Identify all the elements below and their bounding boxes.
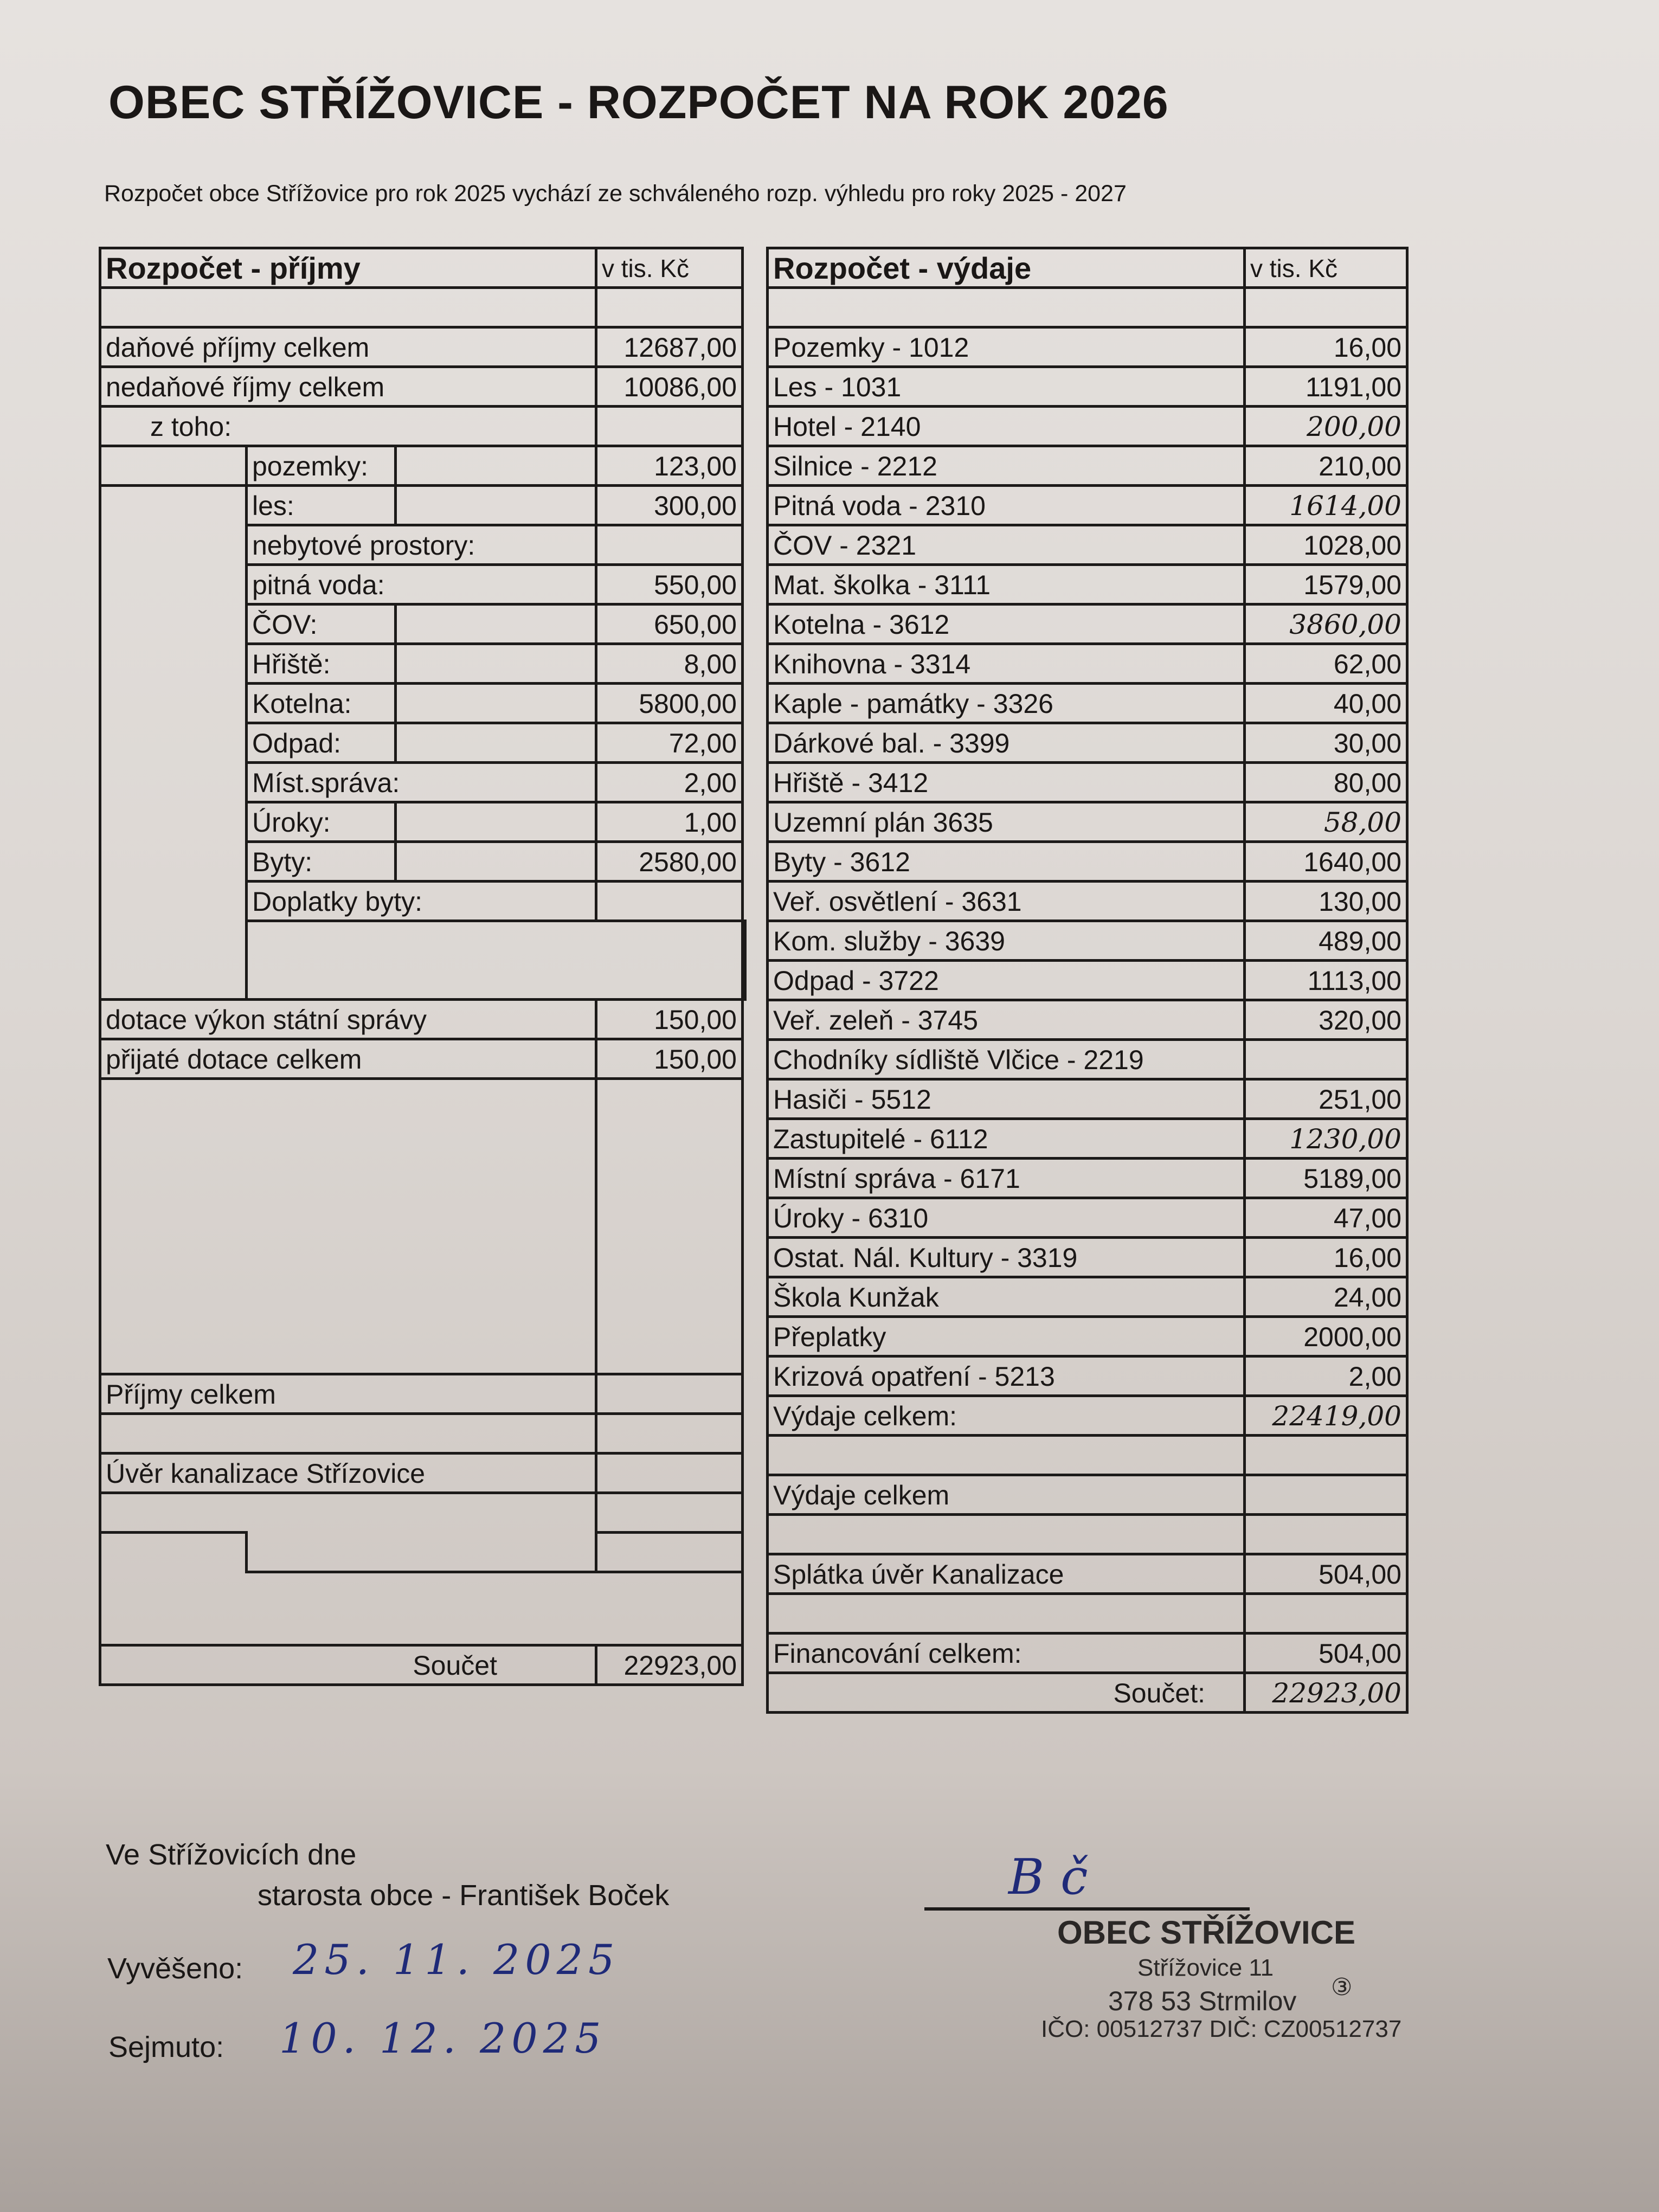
expense-item-label: Silnice - 2212 — [768, 446, 1245, 486]
table-row — [100, 446, 745, 486]
income-blank-block — [100, 1572, 745, 1645]
table-row — [100, 1374, 745, 1414]
expenses-unit: v tis. Kč — [1245, 248, 1407, 288]
expenses-total-value — [1245, 1475, 1407, 1515]
stamp-number: ③ — [1331, 1974, 1353, 2001]
expense-item-value: 251,00 — [1245, 1079, 1407, 1119]
expense-item-label: Hřiště - 3412 — [768, 763, 1245, 802]
table-row — [768, 486, 1407, 525]
loan-value — [596, 1454, 743, 1493]
loan-label: Úvěr kanalizace Střízovice — [100, 1454, 596, 1493]
expense-item-label: Kotelna - 3612 — [768, 605, 1245, 644]
expense-item-label: Krizová opatření - 5213 — [768, 1356, 1245, 1396]
signature-line — [924, 1907, 1250, 1911]
expenses-blank-row — [768, 288, 1407, 327]
expense-item-value: 1191,00 — [1245, 367, 1407, 407]
expense-item-value: 80,00 — [1245, 763, 1407, 802]
income-sum-row — [100, 1645, 745, 1685]
table-row — [100, 1454, 745, 1493]
expense-item-label: Pitná voda - 2310 — [768, 486, 1245, 525]
expense-item-value: 62,00 — [1245, 644, 1407, 684]
expense-item-label: ČOV - 2321 — [768, 525, 1245, 565]
expense-item-value: 24,00 — [1245, 1277, 1407, 1317]
expense-item-label: Byty - 3612 — [768, 842, 1245, 882]
income-total-value — [596, 1374, 743, 1414]
expense-item-label: Ostat. Nál. Kultury - 3319 — [768, 1238, 1245, 1277]
expenses-blank-row — [768, 1436, 1407, 1475]
table-row — [100, 1039, 745, 1079]
expense-item-label: Kom. služby - 3639 — [768, 921, 1245, 961]
table-row — [768, 1119, 1407, 1159]
expense-item-label: Pozemky - 1012 — [768, 327, 1245, 367]
income-blank-row — [100, 1493, 745, 1533]
expenses-table — [766, 247, 1409, 1714]
signature: Bč — [1008, 1849, 1104, 1906]
table-row — [768, 802, 1407, 842]
income-item-value: 123,00 — [596, 446, 743, 486]
stamp-city: 378 53 Strmilov — [1108, 1986, 1297, 2016]
table-row — [768, 921, 1407, 961]
income-item-label: les: — [247, 486, 396, 525]
expense-item-value: 16,00 — [1245, 1238, 1407, 1277]
expense-item-label: Les - 1031 — [768, 367, 1245, 407]
expense-item-value: 1640,00 — [1245, 842, 1407, 882]
posted-label: Vyvěšeno: — [107, 1952, 243, 1985]
table-row — [768, 1475, 1407, 1515]
income-item-value: 650,00 — [596, 605, 743, 644]
income-item-value: 72,00 — [596, 723, 743, 763]
income-item-value: 2580,00 — [596, 842, 743, 882]
income-item-label: Doplatky byty: — [247, 882, 596, 921]
expense-item-value: 5189,00 — [1245, 1159, 1407, 1198]
financing-total-label: Financování celkem: — [768, 1634, 1245, 1673]
table-row — [768, 1396, 1407, 1436]
income-item-value: 8,00 — [596, 644, 743, 684]
posted-date: 25. 11. 2025 — [293, 1935, 620, 1984]
table-row — [768, 525, 1407, 565]
income-item-label: nebytové prostory: — [247, 525, 596, 565]
income-unit: v tis. Kč — [596, 248, 743, 288]
expense-item-value — [1245, 1040, 1407, 1079]
grants-total-value: 150,00 — [596, 1039, 743, 1079]
income-item-label: Úroky: — [247, 802, 396, 842]
expense-item-value: 1614,00 — [1245, 486, 1407, 525]
table-row — [768, 842, 1407, 882]
grant-state-admin-value: 150,00 — [596, 1000, 743, 1039]
stamp-name: OBEC STŘÍŽOVICE — [1057, 1914, 1356, 1951]
income-blank-row — [100, 1533, 745, 1572]
expenses-blank-row — [768, 1515, 1407, 1554]
expenses-blank-row — [768, 1594, 1407, 1634]
expense-item-label: Kaple - památky - 3326 — [768, 684, 1245, 723]
tax-total-value: 12687,00 — [596, 327, 743, 367]
expense-item-value: 210,00 — [1245, 446, 1407, 486]
expense-rows — [768, 327, 1407, 1396]
table-row — [768, 565, 1407, 605]
income-blank-block — [100, 1079, 745, 1374]
income-item-label: Míst.správa: — [247, 763, 596, 802]
nontax-total-label: nedaňové říjmy celkem — [100, 367, 596, 407]
table-row — [768, 407, 1407, 446]
table-row — [768, 1159, 1407, 1198]
table-row — [768, 327, 1407, 367]
income-blank-row — [100, 288, 745, 327]
table-row — [768, 1000, 1407, 1040]
table-row — [768, 684, 1407, 723]
table-row — [768, 446, 1407, 486]
expense-item-label: Přeplatky — [768, 1317, 1245, 1356]
table-row — [100, 407, 745, 446]
expense-item-value: 3860,00 — [1245, 605, 1407, 644]
expense-item-label: Knihovna - 3314 — [768, 644, 1245, 684]
expense-item-value: 2000,00 — [1245, 1317, 1407, 1356]
document-subtitle: Rozpočet obce Střížovice pro rok 2025 vychází ze schváleného rozp. výhledu pro roky 2025 - 2027 — [104, 181, 1127, 207]
income-header: Rozpočet - příjmy — [100, 248, 596, 288]
table-row — [768, 763, 1407, 802]
loan-repayment-value: 504,00 — [1245, 1554, 1407, 1594]
income-total-label: Příjmy celkem — [100, 1374, 596, 1414]
expenses-sum-value: 22923,00 — [1245, 1673, 1407, 1713]
expenses-total-colon-label: Výdaje celkem: — [768, 1396, 1245, 1436]
expenses-total-label: Výdaje celkem — [768, 1475, 1245, 1515]
expense-item-value: 200,00 — [1245, 407, 1407, 446]
income-item-label: pozemky: — [247, 446, 396, 486]
of-which-label: z toho: — [100, 407, 596, 446]
income-item-label: Hřiště: — [247, 644, 396, 684]
table-row — [768, 1040, 1407, 1079]
income-item-label: Byty: — [247, 842, 396, 882]
table-row — [768, 1356, 1407, 1396]
table-row — [768, 1317, 1407, 1356]
expense-item-value: 30,00 — [1245, 723, 1407, 763]
table-row — [100, 367, 745, 407]
table-row — [768, 1238, 1407, 1277]
document-title: OBEC STŘÍŽOVICE - ROZPOČET NA ROK 2026 — [108, 76, 1169, 128]
expense-item-label: Zastupitelé - 6112 — [768, 1119, 1245, 1159]
expense-item-value: 1028,00 — [1245, 525, 1407, 565]
income-sum-value: 22923,00 — [596, 1645, 743, 1685]
income-item-value — [596, 525, 743, 565]
table-row — [768, 882, 1407, 921]
expense-item-label: Veř. osvětlení - 3631 — [768, 882, 1245, 921]
expense-item-value: 1113,00 — [1245, 961, 1407, 1000]
financing-total-value: 504,00 — [1245, 1634, 1407, 1673]
stamp-street: Střížovice 11 — [1137, 1954, 1274, 1981]
expense-item-label: Hasiči - 5512 — [768, 1079, 1245, 1119]
removed-label: Sejmuto: — [108, 2031, 224, 2063]
expense-item-value: 16,00 — [1245, 327, 1407, 367]
table-row — [768, 367, 1407, 407]
expense-item-label: Hotel - 2140 — [768, 407, 1245, 446]
expense-item-label: Odpad - 3722 — [768, 961, 1245, 1000]
expense-item-label: Veř. zeleň - 3745 — [768, 1000, 1245, 1040]
expense-item-label: Chodníky sídliště Vlčice - 2219 — [768, 1040, 1245, 1079]
income-sum-label: Součet — [100, 1645, 596, 1685]
income-blank-row — [100, 1414, 745, 1454]
expense-item-value: 320,00 — [1245, 1000, 1407, 1040]
income-item-value: 300,00 — [596, 486, 743, 525]
stamp-ids: IČO: 00512737 DIČ: CZ00512737 — [1041, 2016, 1402, 2042]
expense-item-label: Uzemní plán 3635 — [768, 802, 1245, 842]
income-item-value: 550,00 — [596, 565, 743, 605]
expense-item-label: Úroky - 6310 — [768, 1198, 1245, 1238]
table-row — [768, 605, 1407, 644]
tax-total-label: daňové příjmy celkem — [100, 327, 596, 367]
income-item-value: 5800,00 — [596, 684, 743, 723]
expense-item-value: 1579,00 — [1245, 565, 1407, 605]
income-item-label: ČOV: — [247, 605, 396, 644]
expense-item-label: Dárkové bal. - 3399 — [768, 723, 1245, 763]
table-row — [100, 1000, 745, 1039]
table-row — [768, 961, 1407, 1000]
income-item-label: pitná voda: — [247, 565, 596, 605]
table-row — [768, 1554, 1407, 1594]
expenses-total-colon-value: 22419,00 — [1245, 1396, 1407, 1436]
income-header-row — [100, 248, 745, 288]
expense-item-value: 40,00 — [1245, 684, 1407, 723]
removed-date: 10. 12. 2025 — [279, 2014, 607, 2062]
expense-item-label: Škola Kunžak — [768, 1277, 1245, 1317]
expense-item-value: 1230,00 — [1245, 1119, 1407, 1159]
table-row — [768, 644, 1407, 684]
expenses-sum-row — [768, 1673, 1407, 1713]
table-row — [768, 1079, 1407, 1119]
loan-repayment-label: Splátka úvěr Kanalizace — [768, 1554, 1245, 1594]
grant-state-admin-label: dotace výkon státní správy — [100, 1000, 596, 1039]
table-row — [100, 486, 745, 525]
expense-item-value: 2,00 — [1245, 1356, 1407, 1396]
income-item-value — [596, 882, 743, 921]
expenses-sum-label: Součet: — [768, 1673, 1245, 1713]
expense-item-value: 130,00 — [1245, 882, 1407, 921]
table-row — [100, 327, 745, 367]
nontax-total-value: 10086,00 — [596, 367, 743, 407]
table-row — [768, 1277, 1407, 1317]
table-row — [768, 723, 1407, 763]
expense-item-value: 47,00 — [1245, 1198, 1407, 1238]
expenses-header-row — [768, 248, 1407, 288]
income-item-value: 1,00 — [596, 802, 743, 842]
mayor-label: starosta obce - František Boček — [258, 1879, 670, 1912]
income-item-value: 2,00 — [596, 763, 743, 802]
expense-item-label: Mat. školka - 3111 — [768, 565, 1245, 605]
expense-item-label: Místní správa - 6171 — [768, 1159, 1245, 1198]
income-table — [99, 247, 747, 1686]
place-date-label: Ve Střížovicích dne — [106, 1838, 357, 1871]
table-row — [768, 1198, 1407, 1238]
expense-item-value: 58,00 — [1245, 802, 1407, 842]
expenses-header: Rozpočet - výdaje — [768, 248, 1245, 288]
table-row — [768, 1634, 1407, 1673]
income-item-label: Odpad: — [247, 723, 396, 763]
expense-item-value: 489,00 — [1245, 921, 1407, 961]
income-item-label: Kotelna: — [247, 684, 396, 723]
grants-total-label: přijaté dotace celkem — [100, 1039, 596, 1079]
